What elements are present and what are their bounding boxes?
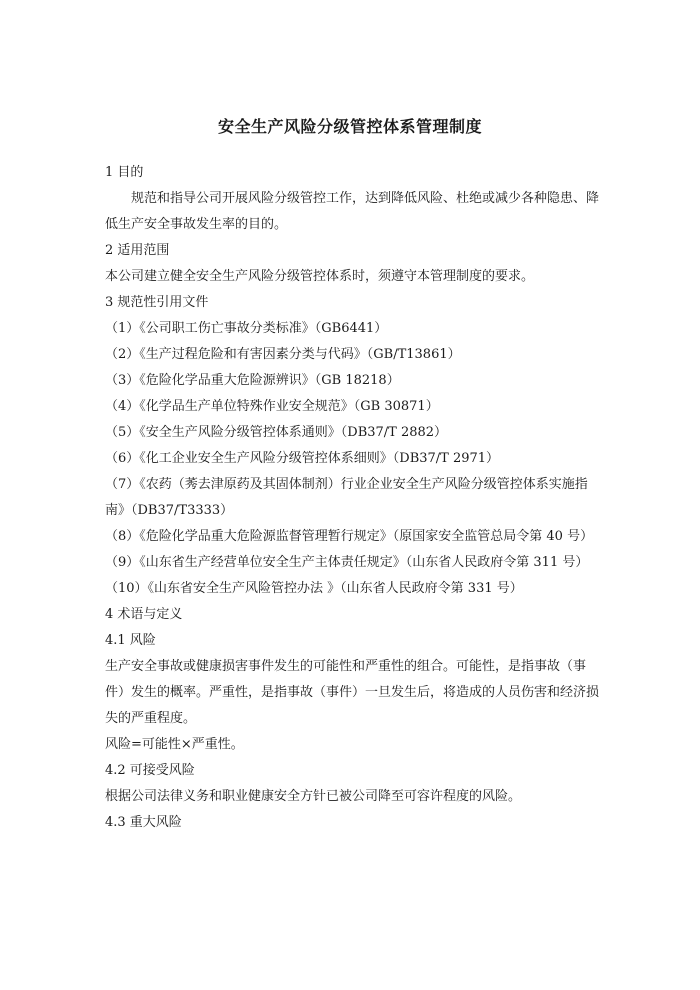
reference-item: （1）《公司职工伤亡事故分类标准》（GB6441） — [105, 321, 388, 336]
document-body — [105, 160, 605, 836]
reference-item: （8）《危险化学品重大危险源监督管理暂行规定》（原国家安全监管总局令第 40 号） — [105, 529, 594, 544]
reference-item: （6）《化工企业安全生产风险分级管控体系细则》（DB37/T 2971） — [105, 451, 500, 466]
section-2-heading: 2 适用范围 — [105, 243, 170, 258]
section-1-body: 规范和指导公司开展风险分级管控工作，达到降低风险、杜绝或减少各种隐患、降低生产安全事故发生率的目的。 — [105, 191, 600, 232]
section-4-1-formula: 风险=可能性×严重性。 — [105, 737, 244, 752]
section-4-1-body: 生产安全事故或健康损害事件发生的可能性和严重性的组合。可能性，是指事故（事件）发生的概率。严重性，是指事故（事件）一旦发生后，将造成的人员伤害和经济损失的严重程度。 — [105, 659, 600, 726]
reference-item: （3）《危险化学品重大危险源辨识》（GB 18218） — [105, 373, 400, 388]
reference-item: （2）《生产过程危险和有害因素分类与代码》（GB/T13861） — [105, 347, 461, 362]
reference-item: （10）《山东省安全生产风险管控办法 》（山东省人民政府令第 331 号） — [105, 581, 523, 596]
section-4-2-body: 根据公司法律义务和职业健康安全方针已被公司降至可容许程度的风险。 — [105, 789, 522, 804]
section-4-3-heading: 4.3 重大风险 — [105, 815, 182, 830]
section-4-heading: 4 术语与定义 — [105, 607, 183, 622]
section-4-2-heading: 4.2 可接受风险 — [105, 763, 195, 778]
section-2-body: 本公司建立健全安全生产风险分级管控体系时，须遵守本管理制度的要求。 — [105, 269, 535, 284]
reference-item: （9）《山东省生产经营单位安全生产主体责任规定》（山东省人民政府令第 311 号） — [105, 555, 589, 570]
section-4-1-heading: 4.1 风险 — [105, 633, 156, 648]
reference-item: （5）《安全生产风险分级管控体系通则》（DB37/T 2882） — [105, 425, 448, 440]
section-1-heading: 1 目的 — [105, 165, 144, 180]
reference-item: （7）《农药（莠去津原药及其固体制剂）行业企业安全生产风险分级管控体系实施指南》（DB37/T3333） — [105, 477, 588, 518]
document-title: 安全生产风险分级管控体系管理制度 — [217, 117, 482, 136]
reference-item: （4）《化学品生产单位特殊作业安全规范》（GB 30871） — [105, 399, 439, 414]
section-3-heading: 3 规范性引用文件 — [105, 295, 209, 310]
